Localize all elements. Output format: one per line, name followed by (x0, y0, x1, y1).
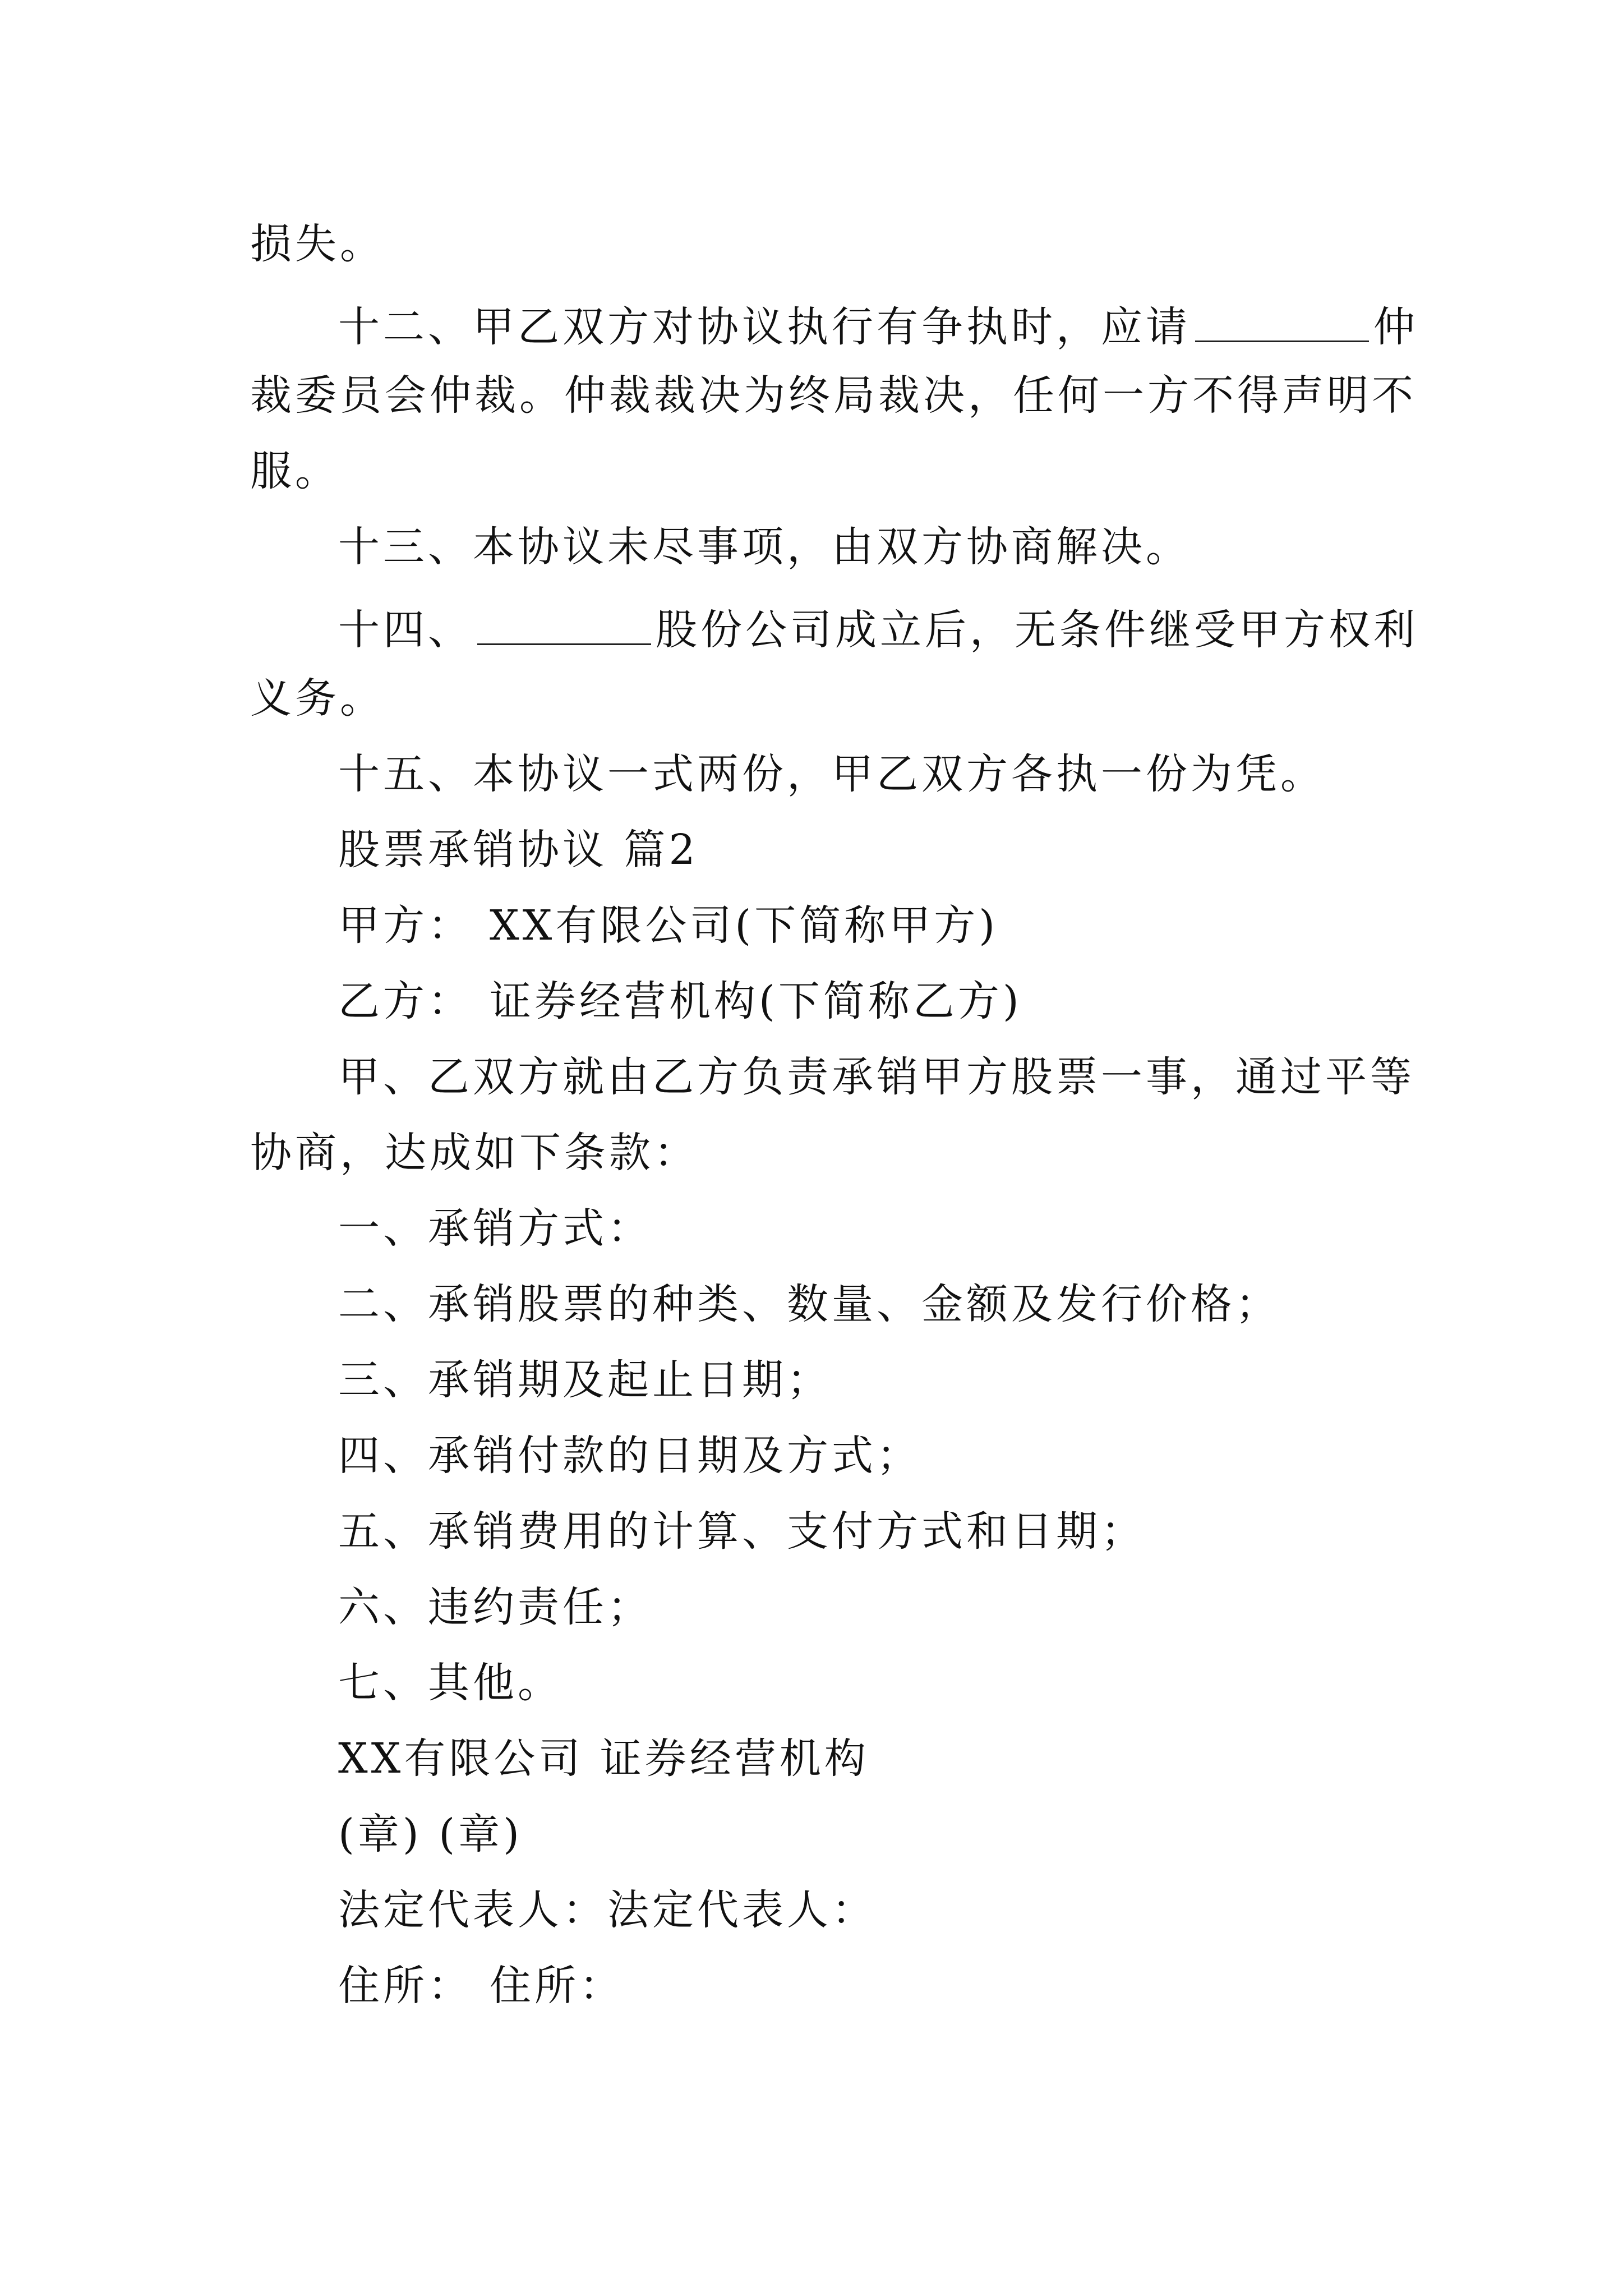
intro-line-2: 协商，达成如下条款： (250, 1129, 699, 1177)
party-b-value: 证券经营机构(下简称乙方) (490, 977, 1022, 1025)
address-a: 住所： (338, 1962, 473, 2010)
clause-12-text-after: 仲 (1373, 303, 1418, 351)
term-item: 二、承销股票的种类、数量、金额及发行价格； (338, 1280, 1280, 1328)
party-a (338, 901, 999, 950)
clause-12-text-before: 十二、甲乙双方对协议执行有争执时，应请 (338, 303, 1191, 351)
clause-12-line-2: 裁委员会仲裁。仲裁裁决为终局裁决，任何一方不得声明不 (250, 371, 1417, 420)
clause-14-text-after: 股份公司成立后，无条件继受甲方权利 (656, 606, 1418, 654)
term-item: 五、承销费用的计算、支付方式和日期； (338, 1507, 1146, 1556)
term-item: 七、其他。 (338, 1659, 562, 1707)
term-item: 三、承销期及起止日期； (338, 1356, 832, 1404)
signature-legal-reps: 法定代表人：法定代表人： (338, 1886, 877, 1934)
clause-12-line-3: 服。 (250, 447, 340, 495)
address-b: 住所： (490, 1962, 624, 2010)
signature-parties: XX有限公司 证券经营机构 (338, 1734, 869, 1783)
blank-underline (477, 602, 651, 645)
clause-15: 十五、本协议一式两份，甲乙双方各执一份为凭。 (338, 750, 1325, 798)
intro-line-1: 甲、乙双方就由乙方负责承销甲方股票一事，通过平等 (338, 1053, 1415, 1101)
party-b-label: 乙方： (338, 977, 473, 1025)
party-a-value: XX有限公司(下简称甲方) (490, 901, 999, 950)
clause-14-line-1 (338, 602, 1418, 654)
clause-12-line-1 (338, 299, 1418, 351)
clause-13: 十三、本协议未尽事项，由双方协商解决。 (338, 523, 1191, 571)
party-a-label: 甲方： (338, 901, 473, 950)
blank-underline (1195, 299, 1369, 342)
term-item: 一、承销方式： (338, 1204, 652, 1253)
section-heading: 股票承销协议 篇2 (338, 826, 699, 874)
clause-14-line-2: 义务。 (250, 674, 385, 723)
signature-seals: (章) (章) (338, 1810, 523, 1858)
party-b (338, 977, 1022, 1025)
term-item: 四、承销付款的日期及方式； (338, 1432, 921, 1480)
clause-14-text-before: 十四、 (338, 606, 473, 654)
term-item: 六、违约责任； (338, 1583, 652, 1631)
signature-addresses (338, 1962, 624, 2010)
paragraph-continued: 损失。 (250, 220, 385, 268)
